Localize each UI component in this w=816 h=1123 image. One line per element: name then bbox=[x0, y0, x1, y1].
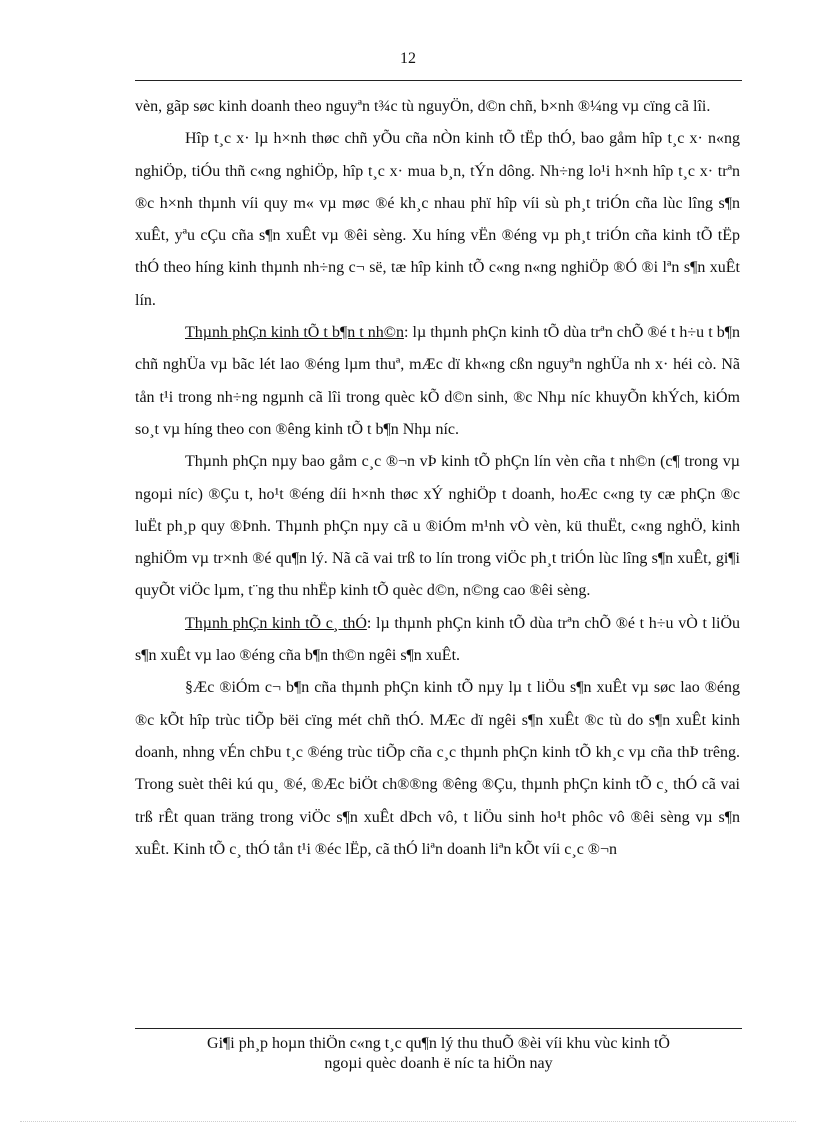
paragraph bbox=[135, 608, 740, 673]
paragraph: vèn, gãp søc kinh doanh theo nguyªn t¾c tù nguyÖn, d©n chñ, b×nh ®¼ng vµ cïng cã lîi. bbox=[135, 98, 711, 115]
paragraph bbox=[135, 317, 740, 446]
paragraph: Thµnh phÇn nµy bao gåm c¸c ®¬n vÞ kinh tÕ phÇn lín vèn cña t nh©n (c¶ trong vµ ngoµi níc) ®Çu t, ho¹t ®éng díi h×nh thøc xÝ nghiÖp t doanh, hoÆc c«ng ty cæ phÇn ®c luËt ph¸p quy ®Þnh. Thµnh phÇn nµy cã u ®iÓm m¹nh vÒ vèn, kü thuËt, c«ng nghÖ, kinh nghiÖm vµ tr×nh ®é qu¶n lý. Nã cã vai trß to lín trong viÖc ph¸t triÓn lùc lîng s¶n xuÊt, gi¶i quyÕt viÖc lµm, t¨ng thu nhËp kinh tÕ quèc d©n, n©ng cao ®êi sèng. bbox=[135, 453, 740, 600]
header-divider bbox=[135, 80, 742, 81]
paragraph: §Æc ®iÓm c¬ b¶n cña thµnh phÇn kinh tÕ nµy lµ t liÖu s¶n xuÊt vµ søc lao ®éng ®c kÕt hîp trùc tiÕp bëi cïng mét chñ thÓ. MÆc dï ngêi s¶n xuÊt ®c tù do s¶n xuÊt kinh doanh, nhng vÉn chÞu t¸c ®éng trùc tiÕp cña c¸c thµnh phÇn kinh tÕ kh¸c vµ cña thÞ trêng. Trong suèt thêi kú qu¸ ®é, ®Æc biÖt ch®®ng ®êng ®Çu, thµnh phÇn kinh tÕ c¸ thÓ cã vai trß rÊt quan träng trong viÖc s¶n xuÊt dÞch vô, t liÖu sinh ho¹t phôc vô ®êi sèng vµ s¶n xuÊt. Kinh tÕ c¸ thÓ tån t¹i ®éc lËp, cã thÓ liªn doanh liªn kÕt víi c¸c ®¬n bbox=[135, 679, 740, 858]
page-number: 12 bbox=[400, 50, 416, 67]
section-heading: Thµnh phÇn kinh tÕ c¸ thÓ bbox=[185, 614, 367, 632]
page-footer bbox=[135, 1034, 742, 1074]
document-body bbox=[135, 91, 740, 866]
paragraph-text: : lµ thµnh phÇn kinh tÕ dùa trªn chÕ ®é t h÷u t b¶n chñ nghÜa vµ bãc lét lao ®éng lµm thuª, mÆc dï kh«ng cßn nguyªn nghÜa nh x· héi cò. Nã tån t¹i trong nh÷ng ngµnh cã lîi trong quèc kÕ d©n sinh, ®c Nhµ níc khuyÕn khÝch, kiÓm so¸t vµ híng theo con ®êng kinh tÕ t b¶n Nhµ níc. bbox=[135, 324, 741, 438]
page-edge bbox=[20, 1121, 796, 1122]
paragraph-text: : lµ thµnh phÇn kinh tÕ dùa trªn chÕ ®é t h÷u vÒ t liÖu s¶n xuÊt vµ lao ®éng cña b¶n th©n ngêi s¶n xuÊt. bbox=[135, 614, 741, 665]
section-heading: Thµnh phÇn kinh tÕ t b¶n t nh©n bbox=[185, 324, 404, 342]
paragraph: Hîp t¸c x· lµ h×nh thøc chñ yÕu cña nÒn kinh tÕ tËp thÓ, bao gåm hîp t¸c x· n«ng nghiÖp, tiÓu thñ c«ng nghiÖp, hîp t¸c x· mua b¸n, tÝn dông. Nh÷ng lo¹i h×nh hîp t¸c x· trªn ®c h×nh thµnh víi quy m« vµ møc ®é kh¸c nhau phï hîp víi sù ph¸t triÓn cña lùc lîng s¶n xuÊt, yªu cÇu cña s¶n xuÊt vµ ®êi sèng. Xu híng vËn ®éng vµ ph¸t triÓn cña kinh tÕ tËp thÓ theo híng kinh thµnh nh÷ng c¬ së, tæ hîp kinh tÕ c«ng n«ng nghiÖp ®Ó ®i lªn s¶n xuÊt lín. bbox=[135, 130, 740, 309]
footer-line: ngoµi quèc doanh ë níc ta hiÖn nay bbox=[324, 1055, 553, 1072]
footer-line: Gi¶i ph¸p hoµn thiÖn c«ng t¸c qu¶n lý thu thuÕ ®èi víi khu vùc kinh tÕ bbox=[207, 1035, 670, 1052]
footer-divider bbox=[135, 1028, 742, 1029]
